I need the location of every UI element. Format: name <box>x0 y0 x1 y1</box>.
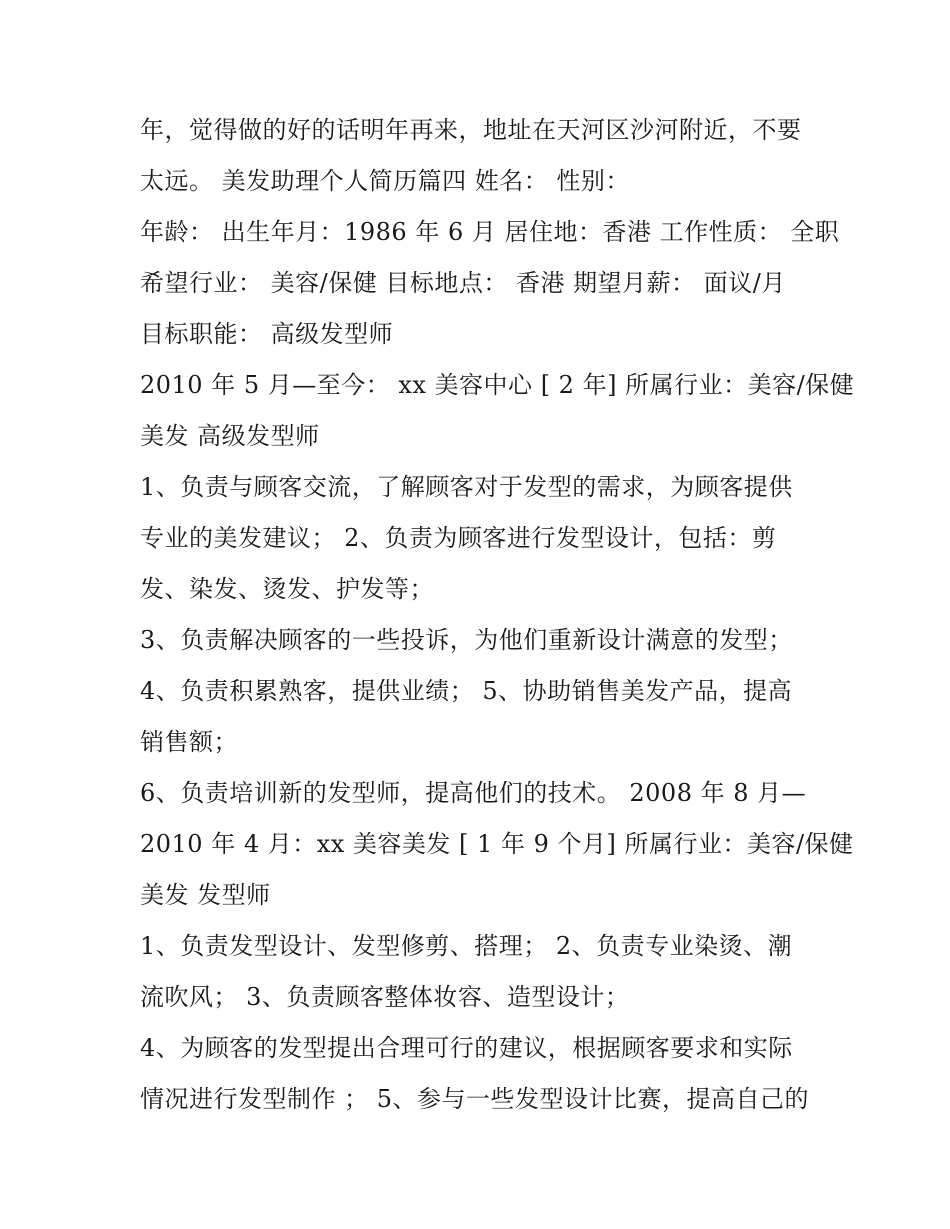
text-line: 年，觉得做的好的话明年再来，地址在天河区沙河附近，不要 <box>140 116 802 144</box>
text-line: 3、负责解决顾客的一些投诉，为他们重新设计满意的发型； <box>140 626 793 654</box>
text-line: 年龄： 出生年月：1986 年 6 月 居住地：香港 工作性质： 全职 <box>140 218 840 246</box>
text-line: 销售额； <box>140 728 238 756</box>
text-line: 4、为顾客的发型提出合理可行的建议，根据顾客要求和实际 <box>140 1034 793 1062</box>
text-line: 1、负责与顾客交流，了解顾客对于发型的需求，为顾客提供 <box>140 473 793 501</box>
text-line: 目标职能： 高级发型师 <box>140 320 394 348</box>
text-line: 希望行业： 美容/保健 目标地点： 香港 期望月薪： 面议/月 <box>140 269 786 297</box>
text-line: 太远。 美发助理个人简历篇四 姓名： 性别： <box>140 167 630 195</box>
text-line: 4、负责积累熟客，提供业绩； 5、协助销售美发产品，提高 <box>140 677 793 705</box>
text-line: 美发 高级发型师 <box>140 422 320 450</box>
text-line: 1、负责发型设计、发型修剪、搭理； 2、负责专业染烫、潮 <box>140 932 793 960</box>
text-line: 流吹风； 3、负责顾客整体妆容、造型设计； <box>140 983 630 1011</box>
text-line: 6、负责培训新的发型师，提高他们的技术。 2008 年 8 月— <box>140 779 807 807</box>
text-line: 2010 年 5 月—至今： xx 美容中心 [ 2 年] 所属行业：美容/保健 <box>140 371 855 399</box>
text-line: 情况进行发型制作 ； 5、参与一些发型设计比赛，提高自己的 <box>140 1085 810 1113</box>
text-line: 发、染发、烫发、护发等； <box>140 575 434 603</box>
text-line: 美发 发型师 <box>140 881 271 909</box>
text-line: 2010 年 4 月：xx 美容美发 [ 1 年 9 个月] 所属行业：美容/保健 <box>140 830 854 858</box>
document-body <box>140 105 855 1125</box>
text-line: 专业的美发建议； 2、负责为顾客进行发型设计，包括：剪 <box>140 524 777 552</box>
